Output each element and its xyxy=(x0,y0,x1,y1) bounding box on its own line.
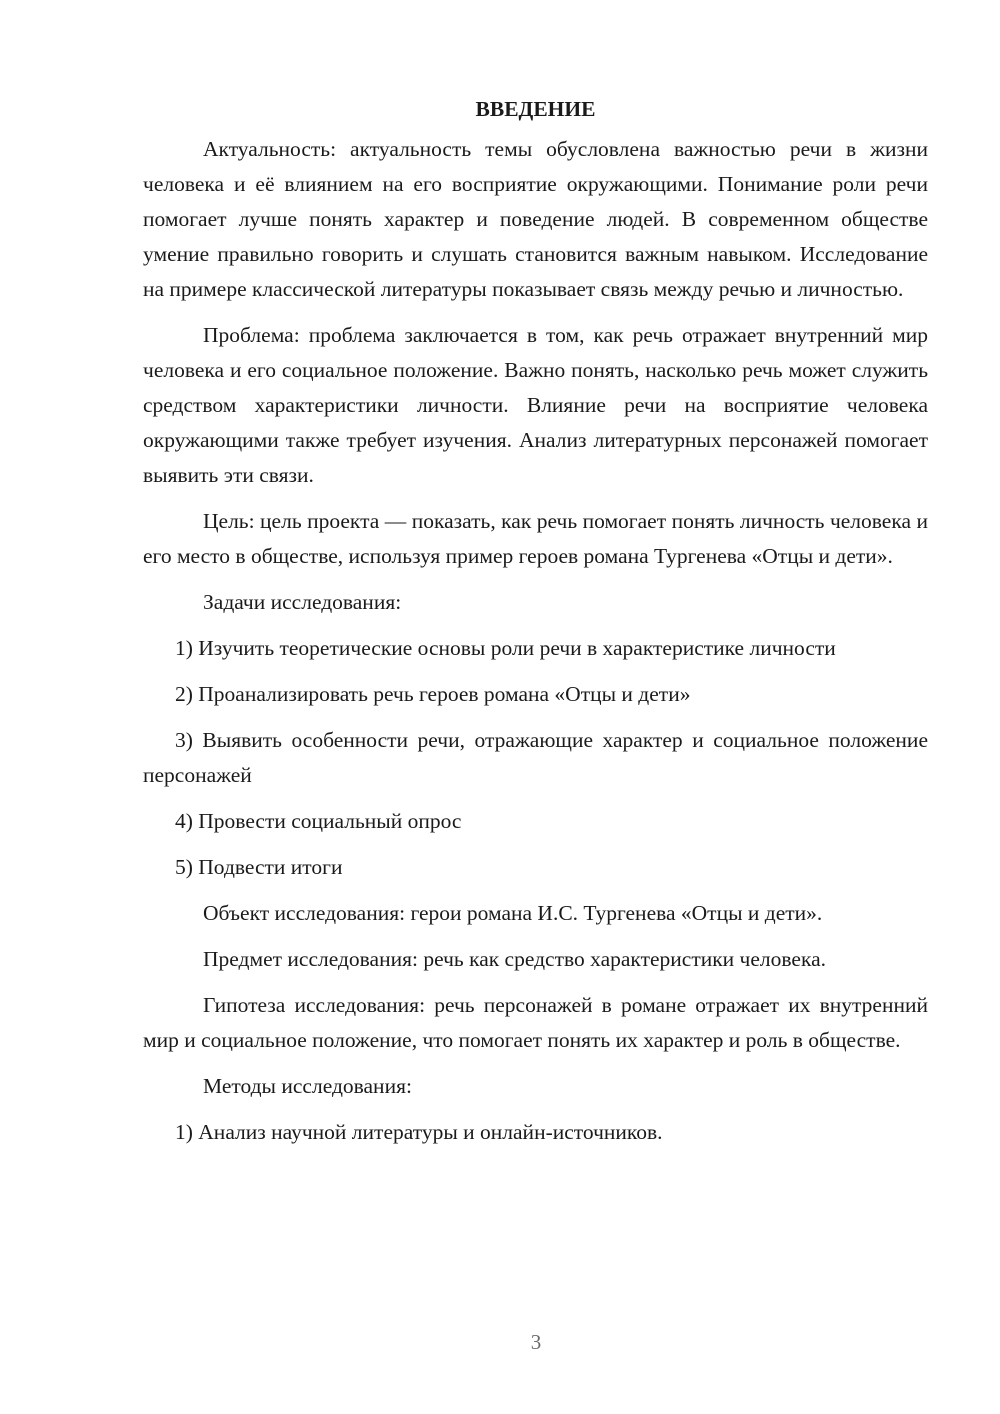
method-item-1: 1) Анализ научной литературы и онлайн-источников. xyxy=(175,1120,663,1144)
goal-paragraph: Цель: цель проекта — показать, как речь помогает понять личность человека и его место в обществе, используя пример героев романа Тургенева «Отцы и дети». xyxy=(143,509,928,568)
problem-paragraph: Проблема: проблема заключается в том, как речь отражает внутренний мир человека и его социальное положение. Важно понять, насколько речь может служить средством характеристики личности. Влияние речи на восприятие человека окружающими также требует изучения. Анализ литературных персонажей помогает выявить эти связи. xyxy=(143,323,928,487)
page-body xyxy=(143,92,928,1161)
object-line: Объект исследования: герои романа И.С. Тургенева «Отцы и дети». xyxy=(203,901,823,925)
tasks-heading: Задачи исследования: xyxy=(203,590,402,614)
subject-line: Предмет исследования: речь как средство характеристики человека. xyxy=(203,947,826,971)
task-item-1: 1) Изучить теоретические основы роли речи в характеристике личности xyxy=(175,636,836,660)
hypothesis-paragraph: Гипотеза исследования: речь персонажей в романе отражает их внутренний мир и социальное положение, что помогает понять их характер и роль в обществе. xyxy=(143,993,928,1052)
task-item-2: 2) Проанализировать речь героев романа «Отцы и дети» xyxy=(175,682,691,706)
task-item-4: 4) Провести социальный опрос xyxy=(175,809,462,833)
page-number: 3 xyxy=(530,1330,542,1354)
relevance-paragraph: Актуальность: актуальность темы обусловлена важностью речи в жизни человека и её влиянием на его восприятие окружающими. Понимание роли речи помогает лучше понять характер и поведение людей. В современном обществе умение правильно говорить и слушать становится важным навыком. Исследование на примере классической литературы показывает связь между речью и личностью. xyxy=(143,137,928,301)
task-item-3: 3) Выявить особенности речи, отражающие характер и социальное положение персонажей xyxy=(143,728,928,787)
task-item-5: 5) Подвести итоги xyxy=(175,855,343,879)
page-title: ВВЕДЕНИЕ xyxy=(475,97,596,121)
methods-heading: Методы исследования: xyxy=(203,1074,412,1098)
